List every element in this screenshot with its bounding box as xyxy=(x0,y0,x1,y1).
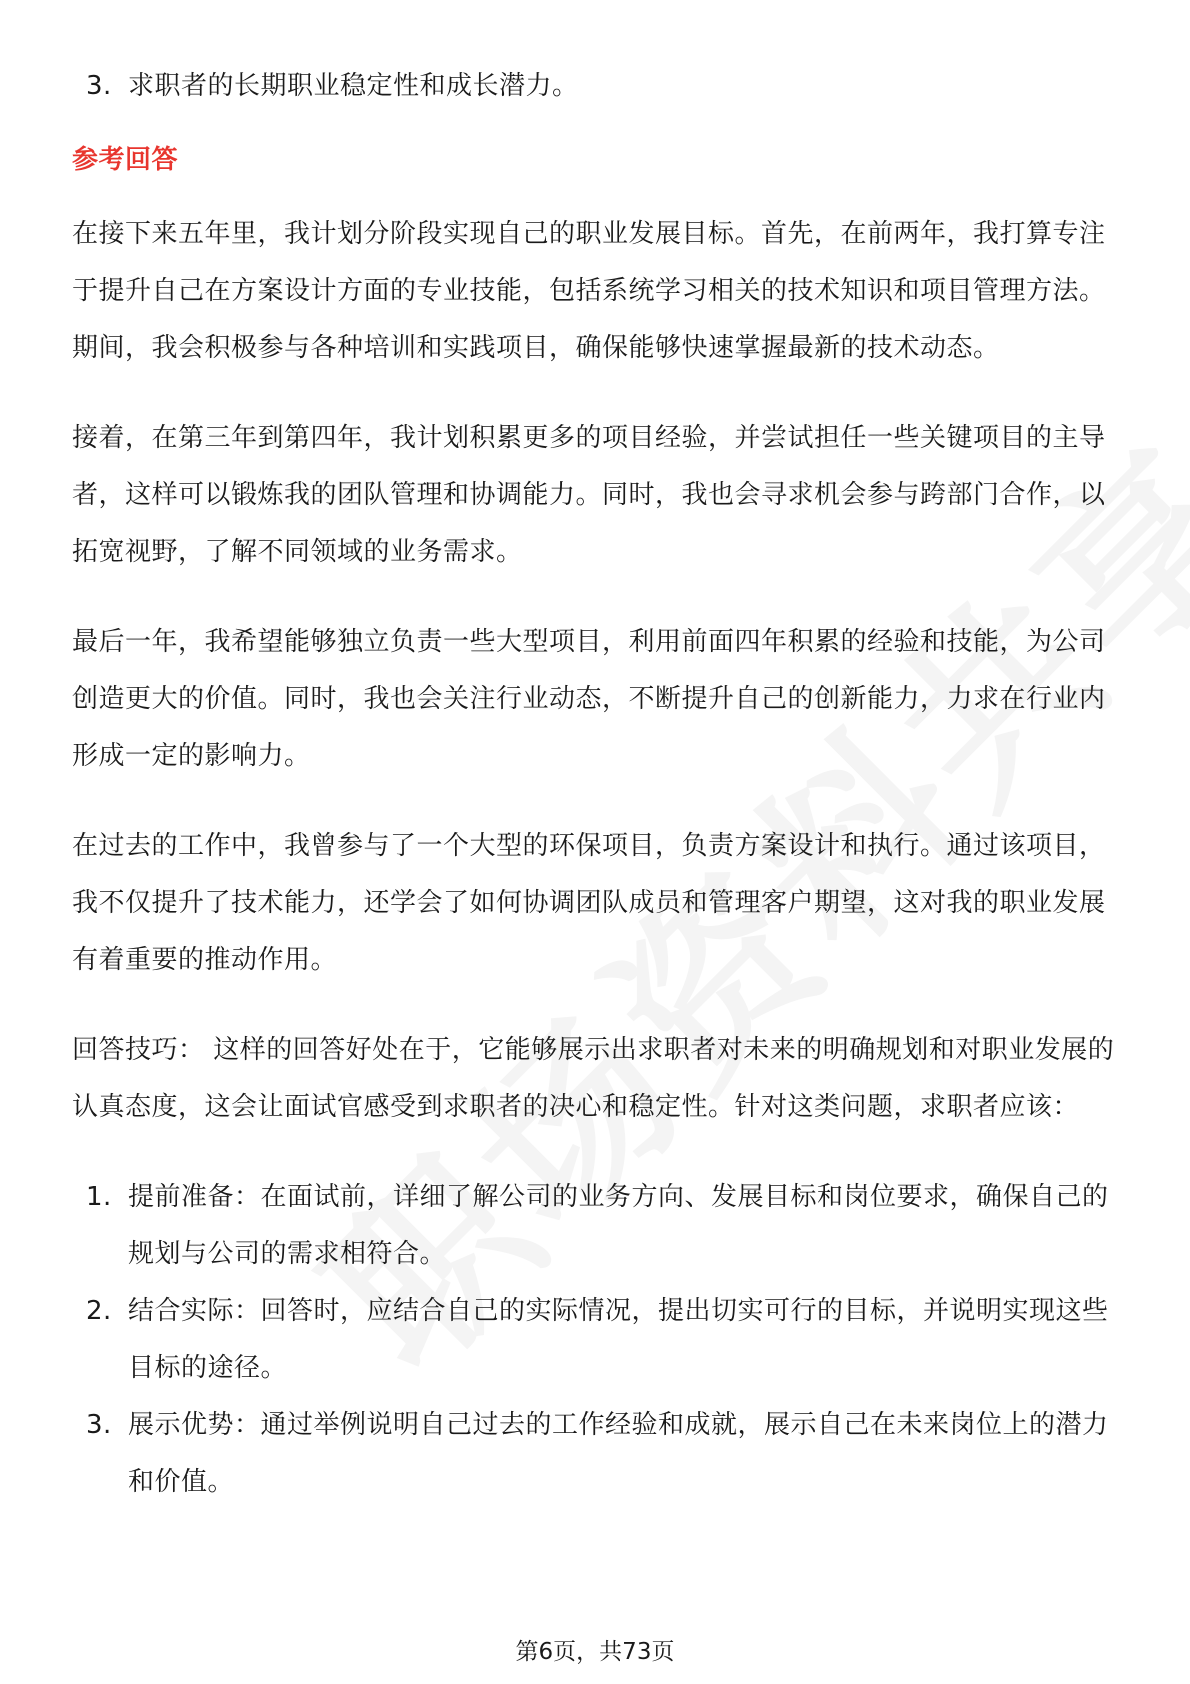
list-item xyxy=(72,1397,1122,1511)
answer-heading: 参考回答 xyxy=(72,145,179,175)
paragraph-2: 接着，在第三年到第四年，我计划积累更多的项目经验，并尝试担任一些关键项目的主导者，这样可以锻炼我的团队管理和协调能力。同时，我也会寻求机会参与跨部门合作，以拓宽视野，了解不同领域的业务需求。 xyxy=(72,423,1106,567)
list-text: 结合实际：回答时，应结合自己的实际情况，提出切实可行的目标，并说明实现这些目标的途径。 xyxy=(128,1296,1109,1383)
tips-intro: 回答技巧： 这样的回答好处在于，它能够展示出求职者对未来的明确规划和对职业发展的认真态度，这会让面试官感受到求职者的决心和稳定性。针对这类问题，求职者应该： xyxy=(72,1035,1115,1122)
list-number: 3. xyxy=(86,1410,112,1440)
list-text: 求职者的长期职业稳定性和成长潜力。 xyxy=(128,71,579,101)
list-text: 提前准备：在面试前，详细了解公司的业务方向、发展目标和岗位要求，确保自己的规划与公司的需求相符合。 xyxy=(128,1182,1109,1269)
list-text: 展示优势：通过举例说明自己过去的工作经验和成就，展示自己在未来岗位上的潜力和价值。 xyxy=(128,1410,1109,1497)
list-number: 2. xyxy=(86,1296,112,1326)
paragraph-1: 在接下来五年里，我计划分阶段实现自己的职业发展目标。首先，在前两年，我打算专注于提升自己在方案设计方面的专业技能，包括系统学习相关的技术知识和项目管理方法。期间，我会积极参与各种培训和实践项目，确保能够快速掌握最新的技术动态。 xyxy=(72,219,1106,363)
list-item xyxy=(72,1283,1122,1397)
list-item xyxy=(72,1169,1122,1283)
list-number: 3. xyxy=(86,71,112,101)
list-number: 1. xyxy=(86,1182,112,1212)
tips-list xyxy=(72,1169,1122,1511)
paragraph-3: 最后一年，我希望能够独立负责一些大型项目，利用前面四年积累的经验和技能，为公司创造更大的价值。同时，我也会关注行业动态，不断提升自己的创新能力，力求在行业内形成一定的影响力。 xyxy=(72,627,1106,771)
list-item xyxy=(72,58,1122,115)
page-content xyxy=(72,58,1122,1511)
paragraph-4: 在过去的工作中，我曾参与了一个大型的环保项目，负责方案设计和执行。通过该项目，我不仅提升了技术能力，还学会了如何协调团队成员和管理客户期望，这对我的职业发展有着重要的推动作用。 xyxy=(72,831,1106,975)
page-footer: 第6页，共73页 xyxy=(515,1639,675,1665)
